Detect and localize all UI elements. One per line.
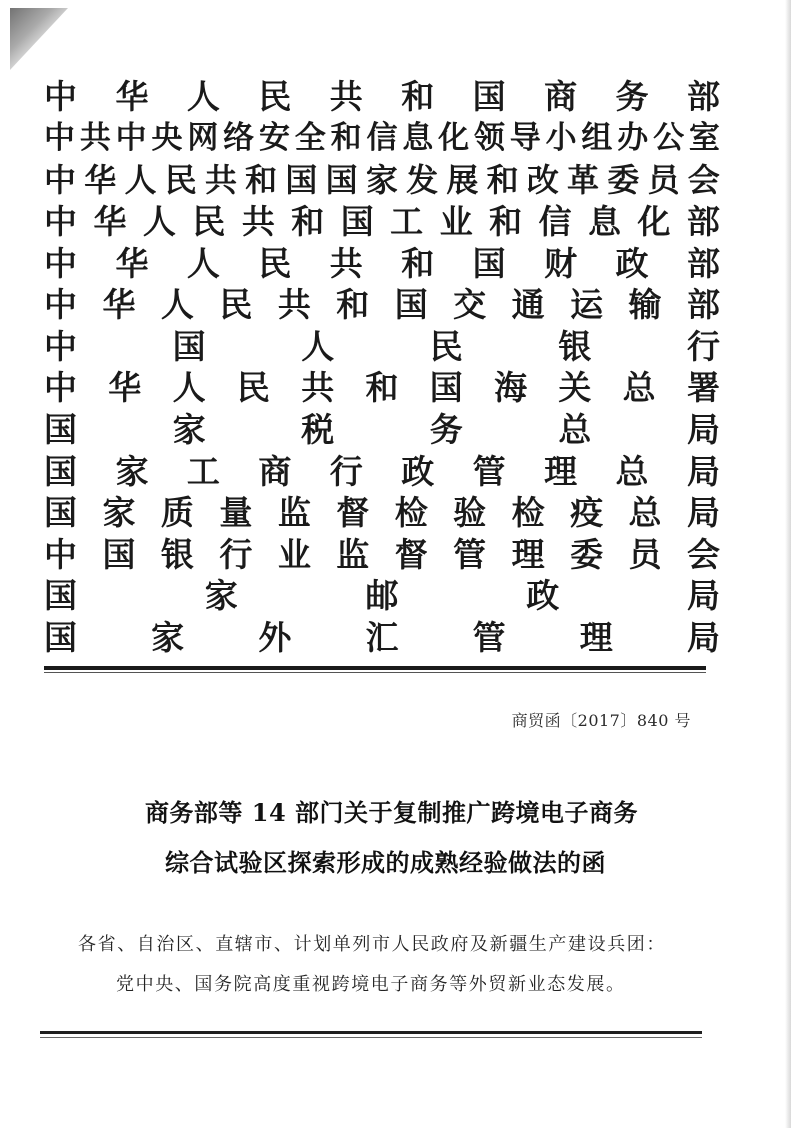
issuer-row <box>44 159 720 201</box>
issuer-char: 导 <box>509 119 541 156</box>
issuer-char: 工 <box>390 202 424 242</box>
issuer-row <box>44 492 720 534</box>
issuer-row <box>44 284 720 326</box>
issuer-char: 民 <box>258 243 292 283</box>
scan-shadow-edge <box>785 0 791 1128</box>
issuer-char: 民 <box>164 160 197 199</box>
issuer-char: 人 <box>124 160 157 199</box>
issuer-char: 国 <box>285 160 318 199</box>
issuer-row <box>44 575 720 617</box>
issuer-char: 部 <box>686 202 720 242</box>
issuer-char: 委 <box>570 534 604 574</box>
issuer-char: 和 <box>489 202 523 242</box>
issuer-char: 公 <box>653 119 685 156</box>
issuer-char: 革 <box>567 160 600 199</box>
issuer-char: 共 <box>79 119 111 156</box>
issuer-row <box>44 242 720 284</box>
issuer-char: 国 <box>472 243 506 283</box>
issuer-char: 展 <box>446 160 479 199</box>
issuer-char: 共 <box>329 243 363 283</box>
issuer-char: 验 <box>453 493 487 533</box>
issuer-char: 改 <box>526 160 559 199</box>
issuer-char: 通 <box>511 285 545 325</box>
header-divider-thin <box>44 672 706 673</box>
issuer-row <box>44 617 720 659</box>
issuer-char: 共 <box>301 368 335 408</box>
issuer-char: 和 <box>401 77 435 117</box>
issuer-char: 总 <box>558 410 592 450</box>
document-title-line-2: 综合试验区探索形成的成熟经验做法的函 <box>165 848 606 877</box>
issuer-char: 安 <box>258 119 290 156</box>
issuer-char: 和 <box>486 160 519 199</box>
issuer-char: 民 <box>236 368 270 408</box>
issuer-char: 中 <box>44 160 77 199</box>
issuer-char: 业 <box>277 534 311 574</box>
issuer-char: 国 <box>44 410 77 450</box>
issuer-char: 和 <box>330 119 362 156</box>
issuer-char: 中 <box>44 368 77 408</box>
issuer-char: 民 <box>219 285 253 325</box>
issuer-char: 息 <box>402 119 434 156</box>
issuer-char: 部 <box>686 77 720 117</box>
issuer-char: 局 <box>686 410 720 450</box>
issuer-char: 人 <box>160 285 194 325</box>
issuer-char: 督 <box>336 493 370 533</box>
issuer-char: 家 <box>172 410 206 450</box>
issuer-char: 国 <box>429 368 463 408</box>
issuer-char: 和 <box>245 160 278 199</box>
document-title-line-1: 商务部等 14 部门关于复制推广跨境电子商务 <box>144 798 639 827</box>
issuer-char: 华 <box>93 202 127 242</box>
salutation: 各省、自治区、直辖市、计划单列市人民政府及新疆生产建设兵团： <box>78 934 666 955</box>
issuer-char: 总 <box>628 493 662 533</box>
issuer-char: 室 <box>688 119 720 156</box>
issuer-char: 业 <box>439 202 473 242</box>
issuer-char: 署 <box>686 368 720 408</box>
issuer-char: 工 <box>186 451 220 491</box>
issuer-char: 中 <box>44 119 75 156</box>
issuer-char: 人 <box>301 326 335 366</box>
issuer-char: 局 <box>686 618 720 658</box>
issuer-char: 政 <box>526 576 560 616</box>
issuer-char: 局 <box>686 451 720 491</box>
issuer-row <box>44 118 720 160</box>
document-number: 商贸函〔2017〕840 号 <box>511 711 691 730</box>
issuer-char: 理 <box>544 451 578 491</box>
issuer-char: 行 <box>329 451 363 491</box>
issuer-char: 和 <box>365 368 399 408</box>
issuer-char: 政 <box>615 243 649 283</box>
issuer-row <box>44 201 720 243</box>
issuer-char: 监 <box>277 493 311 533</box>
issuer-char: 局 <box>686 493 720 533</box>
issuer-char: 和 <box>291 202 325 242</box>
issuer-char: 外 <box>258 618 292 658</box>
issuer-char: 邮 <box>365 576 399 616</box>
issuer-char: 运 <box>570 285 604 325</box>
issuer-char: 财 <box>544 243 578 283</box>
issuer-char: 务 <box>615 77 649 117</box>
issuer-char: 国 <box>44 576 77 616</box>
issuer-char: 委 <box>607 160 640 199</box>
issuer-char: 华 <box>84 160 117 199</box>
issuer-char: 总 <box>615 451 649 491</box>
issuer-char: 络 <box>223 119 255 156</box>
issuer-char: 和 <box>336 285 370 325</box>
issuer-char: 局 <box>687 576 720 616</box>
issuer-char: 信 <box>366 119 398 156</box>
scan-shadow-corner <box>10 8 68 70</box>
issuer-char: 税 <box>301 410 335 450</box>
issuer-row <box>44 534 720 576</box>
issuer-char: 质 <box>160 493 194 533</box>
issuer-char: 国 <box>340 202 374 242</box>
issuer-char: 务 <box>429 410 463 450</box>
footer-divider-thick <box>40 1031 702 1034</box>
issuer-char: 员 <box>647 160 680 199</box>
issuer-char: 理 <box>579 618 613 658</box>
issuer-row <box>44 367 720 409</box>
issuer-row <box>44 76 720 118</box>
issuer-row <box>44 450 720 492</box>
issuer-char: 中 <box>44 534 77 574</box>
issuer-char: 中 <box>44 77 77 117</box>
issuer-char: 理 <box>511 534 545 574</box>
issuer-char: 检 <box>511 493 545 533</box>
issuer-char: 领 <box>473 119 505 156</box>
issuer-char: 国 <box>325 160 358 199</box>
issuer-char: 监 <box>336 534 370 574</box>
issuer-char: 华 <box>115 77 149 117</box>
issuer-char: 商 <box>544 77 578 117</box>
issuer-char: 华 <box>108 368 142 408</box>
issuer-char: 政 <box>401 451 435 491</box>
issuer-char: 国 <box>44 618 77 658</box>
issuer-char: 办 <box>617 119 649 156</box>
issuer-char: 小 <box>545 119 577 156</box>
issuer-char: 共 <box>241 202 275 242</box>
issuer-char: 国 <box>394 285 428 325</box>
issuer-char: 化 <box>637 202 671 242</box>
issuer-char: 化 <box>438 119 470 156</box>
issuer-char: 息 <box>587 202 621 242</box>
issuer-char: 会 <box>686 534 720 574</box>
issuer-char: 中 <box>115 119 147 156</box>
issuer-char: 人 <box>186 243 220 283</box>
issuer-char: 发 <box>406 160 439 199</box>
issuer-char: 组 <box>581 119 613 156</box>
body-paragraph: 党中央、国务院高度重视跨境电子商务等外贸新业态发展。 <box>116 974 626 995</box>
issuer-char: 国 <box>44 451 77 491</box>
issuer-char: 中 <box>44 285 77 325</box>
issuer-char: 部 <box>686 285 720 325</box>
issuer-char: 中 <box>44 243 77 283</box>
issuer-char: 家 <box>365 160 398 199</box>
issuer-char: 华 <box>115 243 149 283</box>
issuer-char: 民 <box>192 202 226 242</box>
issuer-char: 和 <box>401 243 435 283</box>
issuer-char: 管 <box>472 618 506 658</box>
issuer-char: 会 <box>687 160 720 199</box>
issuer-char: 关 <box>558 368 592 408</box>
issuer-char: 人 <box>142 202 176 242</box>
issuer-char: 汇 <box>365 618 399 658</box>
issuer-char: 国 <box>472 77 506 117</box>
issuer-char: 银 <box>160 534 194 574</box>
issuer-char: 人 <box>186 77 220 117</box>
issuer-char: 量 <box>219 493 253 533</box>
issuer-char: 管 <box>453 534 487 574</box>
issuer-char: 信 <box>538 202 572 242</box>
issuer-char: 中 <box>44 326 77 366</box>
issuer-char: 人 <box>172 368 206 408</box>
issuer-char: 共 <box>204 160 237 199</box>
issuer-char: 管 <box>472 451 506 491</box>
issuer-char: 行 <box>219 534 253 574</box>
issuer-char: 交 <box>453 285 487 325</box>
issuer-char: 家 <box>204 576 238 616</box>
issuer-char: 国 <box>44 493 77 533</box>
issuer-char: 督 <box>394 534 428 574</box>
issuer-char: 全 <box>294 119 326 156</box>
issuer-char: 国 <box>172 326 206 366</box>
issuer-char: 输 <box>628 285 662 325</box>
header-divider-thick <box>44 666 706 670</box>
issuer-char: 员 <box>628 534 662 574</box>
issuer-char: 民 <box>429 326 463 366</box>
issuer-char: 总 <box>622 368 656 408</box>
issuer-char: 中 <box>44 202 77 242</box>
issuer-char: 家 <box>151 618 185 658</box>
issuer-row <box>44 409 720 451</box>
issuer-char: 部 <box>686 243 720 283</box>
issuing-departments-block <box>44 76 720 658</box>
issuer-row <box>44 326 720 368</box>
issuer-char: 疫 <box>570 493 604 533</box>
issuer-char: 共 <box>329 77 363 117</box>
issuer-char: 银 <box>558 326 592 366</box>
issuer-char: 华 <box>102 285 136 325</box>
issuer-char: 商 <box>258 451 292 491</box>
issuer-char: 国 <box>102 534 136 574</box>
issuer-char: 央 <box>151 119 183 156</box>
issuer-char: 海 <box>494 368 528 408</box>
issuer-char: 民 <box>258 77 292 117</box>
issuer-char: 检 <box>394 493 428 533</box>
issuer-char: 行 <box>686 326 720 366</box>
issuer-char: 网 <box>187 119 219 156</box>
issuer-char: 共 <box>277 285 311 325</box>
footer-divider-thin <box>40 1037 702 1038</box>
issuer-char: 家 <box>115 451 149 491</box>
issuer-char: 家 <box>102 493 136 533</box>
